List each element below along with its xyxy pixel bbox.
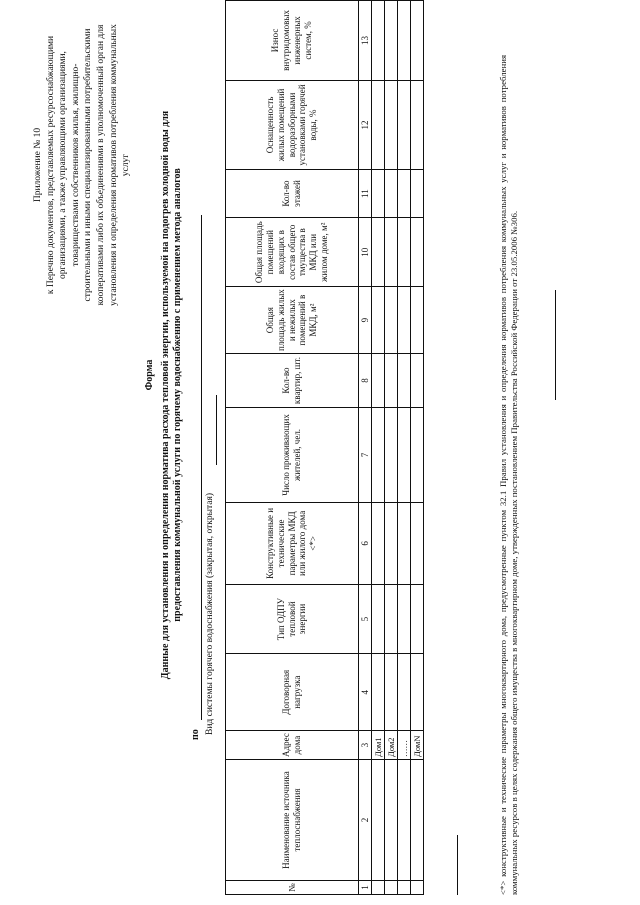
appendix-line: товариществами собственников жилья, жилищно-: [70, 63, 81, 267]
fill-in-line: [201, 215, 202, 720]
column-number: 8: [359, 354, 372, 408]
table-cell: [385, 287, 398, 354]
table-cell: [411, 408, 424, 503]
table-cell: [411, 354, 424, 408]
column-number: 3: [359, 731, 372, 760]
table-cell: [372, 354, 385, 408]
table-row: [385, 1, 398, 895]
table-cell: [372, 759, 385, 880]
table-cell: [411, 654, 424, 731]
header-cell: Общая площадь помещений входящих в состав общего тмущества в МКД или жилом доме, м²: [226, 218, 359, 287]
table-cell: [372, 584, 385, 653]
table-cell: [398, 354, 411, 408]
address-cell: ……: [398, 731, 411, 760]
column-number: 6: [359, 502, 372, 584]
title-line: предоставления коммунальной услуги по горячему водоснабжению с применением метода аналогов: [172, 168, 183, 622]
address-cell: ДомN: [411, 731, 424, 760]
footnote: <*> конструктивные и технические параметры многоквартирного дома, предусмотренные пунктом 32.1 Правил установления и определения нормативов потребления коммунальных услуг и нормативов потребления коммунальных ресурсов в целях содержания общего имущества в многоквартирном доме, утвержденных постановлением Правительства Российской Федерации от 23.05.2006 №306.: [498, 55, 519, 895]
appendix-line: услуг: [121, 153, 132, 177]
footnote-separator: [457, 835, 458, 895]
table-cell: [372, 881, 385, 895]
table-cell: [398, 80, 411, 169]
data-table: [225, 0, 424, 895]
document-title: [160, 45, 184, 745]
appendix-line: к Перечню документов, представляемых ресурсоснабжающими: [45, 35, 56, 295]
appendix-line: организациями, а также управляющими организациями,: [58, 51, 69, 279]
table-cell: [372, 502, 385, 584]
table-cell: [385, 408, 398, 503]
table-cell: [372, 287, 385, 354]
address-cell: Дом1: [372, 731, 385, 760]
table-cell: [411, 170, 424, 218]
form-label: Форма: [144, 359, 155, 391]
appendix-line: кооперативами либо их объединениями в уполномоченный орган для: [95, 24, 106, 306]
header-cell: Тип ОДПУ тепловой энергии: [226, 584, 359, 653]
table-cell: [385, 654, 398, 731]
table-cell: [385, 584, 398, 653]
column-number: 5: [359, 584, 372, 653]
table-cell: [398, 287, 411, 354]
table-cell: [385, 1, 398, 81]
table-cell: [385, 80, 398, 169]
column-number: 11: [359, 170, 372, 218]
header-cell: Кол-во квартир, шт.: [226, 354, 359, 408]
table-cell: [372, 654, 385, 731]
appendix-line: строительными и иными специализированными потребительскими: [83, 28, 94, 302]
header-cell: Число проживающих жителей, чел.: [226, 408, 359, 503]
table-cell: [372, 80, 385, 169]
bottom-separator: [555, 290, 556, 400]
table-cell: [372, 1, 385, 81]
table-cell: [398, 759, 411, 880]
table-cell: [385, 170, 398, 218]
table-cell: [385, 354, 398, 408]
table-row: [372, 1, 385, 895]
column-number: 4: [359, 654, 372, 731]
appendix-line: Приложение № 10: [33, 127, 43, 203]
header-cell: Оснащенность жилых помещений водоразборными установками горячей воды, %: [226, 80, 359, 169]
header-cell: Наименование источника теплоснабжения: [226, 759, 359, 880]
column-number: 12: [359, 80, 372, 169]
header-cell: Договорная нагрузка: [226, 654, 359, 731]
table-cell: [385, 218, 398, 287]
column-number: 10: [359, 218, 372, 287]
column-number: 9: [359, 287, 372, 354]
table-cell: [372, 408, 385, 503]
header-cell: Кол-во этажей: [226, 170, 359, 218]
appendix-note: [32, 15, 133, 315]
table-cell: [385, 759, 398, 880]
table-cell: [385, 502, 398, 584]
column-number: 7: [359, 408, 372, 503]
table-row: [411, 1, 424, 895]
table-cell: [411, 759, 424, 880]
fill-in-line: [216, 395, 217, 465]
table-cell: [398, 170, 411, 218]
table-cell: [398, 881, 411, 895]
table-cell: [411, 80, 424, 169]
header-cell: Износ внутридомовых инженерных систем, %: [226, 1, 359, 81]
table-cell: [398, 502, 411, 584]
header-row: [226, 1, 359, 895]
table-cell: [398, 1, 411, 81]
table-cell: [398, 654, 411, 731]
address-cell: Дом2: [385, 731, 398, 760]
table-cell: [411, 218, 424, 287]
table-cell: [411, 584, 424, 653]
column-number-row: [359, 1, 372, 895]
column-number: 2: [359, 759, 372, 880]
table-cell: [385, 881, 398, 895]
po-label: по: [190, 729, 201, 740]
table-cell: [398, 584, 411, 653]
header-cell: №: [226, 881, 359, 895]
table-cell: [411, 881, 424, 895]
header-cell: Конструктивные и технические параметры МКД или жилого дома <*>: [226, 502, 359, 584]
column-number: 1: [359, 881, 372, 895]
appendix-line: установления и определения нормативов потребления коммунальных: [108, 24, 119, 306]
title-line: Данные для установления и определения норматива расхода тепловой энергии, используемой на подогрев холодной воды для: [160, 110, 171, 680]
table-cell: [372, 218, 385, 287]
header-cell: Общая площадь жилых и нежилых помещений в МКД, м²: [226, 287, 359, 354]
column-number: 13: [359, 1, 372, 81]
table-row: [398, 1, 411, 895]
table-cell: [398, 408, 411, 503]
table-cell: [398, 218, 411, 287]
table-cell: [411, 1, 424, 81]
table-cell: [411, 287, 424, 354]
table-cell: [411, 502, 424, 584]
table-cell: [372, 170, 385, 218]
header-cell: Адрес дома: [226, 731, 359, 760]
system-type-label: Вид системы горячего водоснабжения (закрытая, открытая): [205, 492, 215, 735]
